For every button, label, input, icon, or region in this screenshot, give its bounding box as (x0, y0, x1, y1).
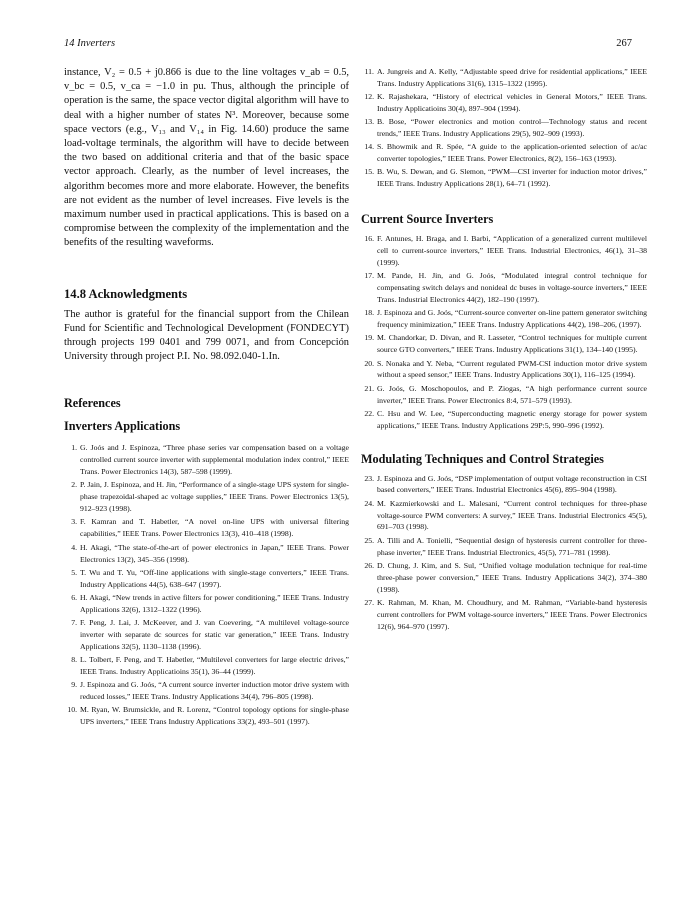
page-header (64, 38, 632, 52)
reference-list (361, 473, 647, 633)
reference-item: 7. F. Peng, J. Lai, J. McKeever, and J. van Coevering, “A multilevel voltage-source inverter with separate dc sources for static var generation,” IEEE Trans. Industry Applications 32(5), 1130–1138 (1996). (71, 617, 349, 651)
left-column (64, 66, 349, 729)
reference-item: 1. G. Joós and J. Espinoza, “Three phase series var compensation based on a voltage controlled current source inverter with supplemental modulation index control,” IEEE Trans. Power Electronics 14(3), 587–598 (1999). (71, 443, 349, 477)
current-source-inverters-heading: Current Source Inverters (361, 212, 494, 227)
reference-item: 26. D. Chung, J. Kim, and S. Sul, “Unified voltage modulation technique for real-time three-phase power conversion,” IEEE Trans. Industry Applications 34(2), 374–380 (1998). (364, 560, 647, 594)
reference-item: 20. S. Nonaka and Y. Neba, “Current regulated PWM-CSI induction motor drive system without a speed sensor,” IEEE Trans. Industry Applications 30(1), 116–125 (1994). (364, 358, 647, 380)
reference-item: 9. J. Espinoza and G. Joós, “A current source inverter induction motor drive system with reduced losses,” IEEE Trans. Industry Applications 34(4), 796–805 (1998). (71, 680, 349, 701)
reference-item: 11. A. Jungreis and A. Kelly, “Adjustable speed drive for residential applications,” IEEE Trans. Industry Applications 31(6), 1315–1322 (1995). (364, 67, 647, 88)
body-paragraph: instance, V₂ = 0.5 + j0.866 is due to the line voltages v_ab = 0.5, v_bc = 0.5, v_ca = −1.0 in pu. Thus, although the principle of operation is the same, the space vector digital algorithm will have to deal with a higher number of states N³. Moreover, because some space vectors (e.g., V₁₃ and V₁₄ in Fig. 14.60) produce the same load-voltage terminals, the algorithm will have to decide between the two based on additional criteria and that of the basic space vector approach. Clearly, as the number of level increases, the algorithm becomes more and more elaborate. However, the benefits are not evident as the number of level increases. Five levels is the maximum number used in practical applications. This is based on a compromise between the complexity of the implementation and the benefits of the resulting waveforms. (64, 67, 349, 249)
acknowledgments-text: The author is grateful for the financial support from the Chilean Fund for Scientific and Technological Development (FONDECYT) through projects 199 0401 and 799 0071, and from Concepción University through project P.I. No. 98.092.040-1.In. (64, 308, 349, 363)
reference-item: 23. J. Espinoza and G. Joós, “DSP implementation of output voltage reconstruction in CSI based converters,” IEEE Trans. Industrial Electronics 45(6), 895–904 (1998). (364, 473, 647, 495)
reference-item: 6. H. Akagi, “New trends in active filters for power conditioning,” IEEE Trans. Industry Applications 32(6), 1312–1322 (1996). (71, 592, 349, 614)
references-heading: References (64, 396, 121, 411)
reference-item: 16. F. Antunes, H. Braga, and I. Barbi, “Application of a generalized current multilevel cell to current-source inverters,” IEEE Trans. Industrial Electronics, 46(1), 31–38 (1999). (364, 234, 647, 268)
reference-item: 8. L. Tolbert, F. Peng, and T. Habetler, “Multilevel converters for large electric drives,” IEEE Trans. Industry Applicatioins 35(1), 36–44 (1999). (71, 654, 349, 676)
reference-list (361, 66, 647, 190)
page-number: 267 (616, 38, 632, 49)
reference-list (64, 442, 349, 728)
inverters-applications-heading: Inverters Applications (64, 419, 181, 434)
reference-item: 5. T. Wu and T. Yu, “Off-line applications with single-stage converters,” IEEE Trans. Industry Applications 44(5), 638–647 (1997). (71, 567, 349, 589)
reference-item: 14. S. Bhowmik and R. Spée, “A guide to the application-oriented selection of ac/ac converter topologies,” IEEE Trans. Power Electronics, 8(2), 156–163 (1993). (364, 142, 647, 164)
reference-item: 25. A. Tilli and A. Tonielli, “Sequential design of hysteresis current controller for three-phase inverter,” IEEE Trans. Industrial Electronics, 45(5), 771–781 (1998). (364, 535, 647, 557)
reference-item: 21. G. Joós, G. Moschopoulos, and P. Ziogas, “A high performance current source inverter,” IEEE Trans. Power Electronics 8:4, 571–579 (1993). (364, 383, 647, 405)
right-column (361, 66, 647, 634)
reference-item: 15. B. Wu, S. Dewan, and G. Slemon, “PWM—CSI inverter for induction motor drives,” IEEE Trans. Industry Applications 28(1), 64–71 (1992). (364, 167, 647, 189)
reference-item: 18. J. Espinoza and G. Joós, “Current-source converter on-line pattern generator switching frequency minimization,” IEEE Trans. Industry Applications 44(2), 198–206, (1997). (364, 308, 647, 330)
reference-item: 24. M. Kazmierkowski and L. Malesani, “Current control techniques for three-phase voltage-source PWM converters: A survey,” IEEE Trans. Industrial Electronics 45(5), 691–703 (1998). (364, 498, 647, 532)
reference-item: 13. B. Bose, “Power electronics and motion control—Technology status and recent trends,” IEEE Trans. Industry Applications 29(5), 902–909 (1993). (364, 117, 647, 139)
reference-item: 3. F. Kamran and T. Habetler, “A novel on-line UPS with universal filtering capabilities,” IEEE Trans. Power Electronics 13(3), 410–418 (1998). (71, 517, 349, 539)
reference-item: 17. M. Pande, H. Jin, and G. Joós, “Modulated integral control technique for compensating switch delays and nonideal dc buses in voltage-source inverters,” IEEE Trans. Industrial Electronics 44(2), 182–190 (1997). (364, 271, 647, 305)
reference-item: 10. M. Ryan, W. Brumsickle, and R. Lorenz, “Control topology options for single-phase UPS inverters,” IEEE Trans Industry Applications 33(2), 493–501 (1997). (67, 705, 349, 727)
reference-item: 2. P. Jain, J. Espinoza, and H. Jin, “Performance of a single-stage UPS system for single-phase trapezoidal-shaped ac voltage supplies,” IEEE Trans. Power Electronics 13(5), 912–923 (1998). (71, 480, 349, 514)
modulating-techniques-heading: Modulating Techniques and Control Strategies (361, 451, 604, 466)
reference-item: 4. H. Akagi, “The state-of-the-art of power electronics in Japan,” IEEE Trans. Power Electronics 13(2), 345–356 (1998). (71, 542, 349, 564)
reference-item: 22. C. Hsu and W. Lee, “Superconducting magnetic energy storage for power system applications,” IEEE Trans. Industry Applications 29P:5, 990–996 (1992). (364, 408, 647, 430)
reference-item: 12. K. Rajashekara, “History of electrical vehicles in General Motors,” IEEE Trans. Industry Applicatioins 30(4), 897–904 (1994). (364, 92, 647, 114)
reference-list (361, 233, 647, 431)
reference-item: 19. M. Chandorkar, D. Divan, and R. Lasseter, “Control techniques for multiple current source GTO converters,” IEEE Trans. Industry Applications 31(1), 134–140 (1995). (364, 333, 647, 355)
running-head: 14 Inverters (64, 38, 116, 49)
reference-item: 27. K. Rahman, M. Khan, M. Choudhury, and M. Rahman, “Variable-band hysteresis current controllers for PWM voltage-source inverters,” IEEE Trans. Power Electronics 12(6), 964–970 (1997). (364, 597, 647, 631)
acknowledgments-heading: 14.8 Acknowledgments (64, 286, 188, 301)
